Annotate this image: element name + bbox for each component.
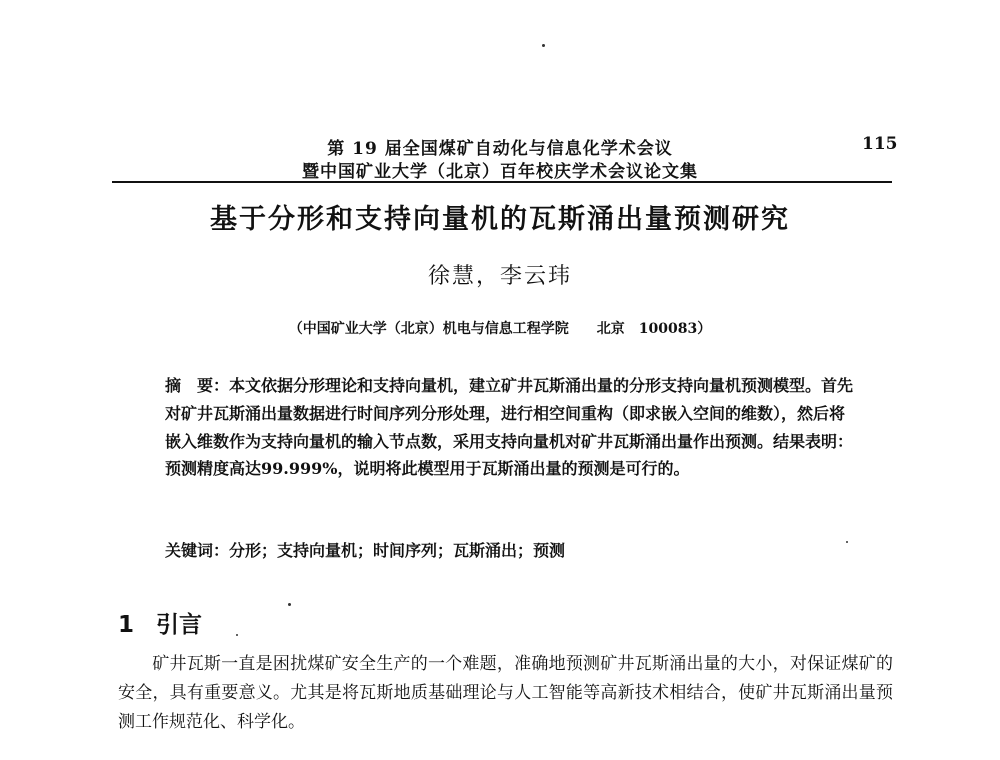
conference-header-line2: 暨中国矿业大学（北京）百年校庆学术会议论文集 (302, 162, 698, 182)
section-heading (118, 606, 202, 639)
scan-speck (846, 541, 848, 543)
abstract-label: 摘 要： (165, 376, 230, 395)
paper-authors: 徐慧，李云玮 (427, 264, 572, 289)
header-rule (112, 181, 892, 183)
section-title: 引言 (156, 612, 203, 638)
body-paragraph-text: 矿井瓦斯一直是困扰煤矿安全生产的一个难题，准确地预测矿井瓦斯涌出量的大小，对保证煤矿的安全，具有重要意义。尤其是将瓦斯地质基础理论与人工智能等高新技术相结合，使矿井瓦斯涌出量预测工作规范化、科学化。 (118, 654, 893, 732)
paper-affiliation: （中国矿业大学（北京）机电与信息工程学院 北京 100083） (288, 321, 712, 337)
keywords-label: 关键词： (165, 541, 230, 560)
keywords-text: 分形；支持向量机；时间序列；瓦斯涌出；预测 (229, 541, 566, 560)
keywords (165, 538, 855, 561)
page-number: 115 (862, 134, 898, 154)
abstract (165, 372, 855, 483)
section-number: 1 (118, 612, 135, 638)
scan-speck (542, 44, 545, 47)
conference-header-line1: 第 19 届全国煤矿自动化与信息化学术会议 (327, 139, 673, 159)
paper-title: 基于分形和支持向量机的瓦斯涌出量预测研究 (210, 204, 790, 235)
scan-speck (236, 634, 238, 636)
scan-speck (288, 603, 291, 606)
abstract-text: 本文依据分形理论和支持向量机，建立矿井瓦斯涌出量的分形支持向量机预测模型。首先对矿井瓦斯涌出量数据进行时间序列分形处理，进行相空间重构（即求嵌入空间的维数），然后将嵌入维数作为支持向量机的输入节点数，采用支持向量机对矿井瓦斯涌出量作出预测。结果表明：预测精度高达99.999%，说明将此模型用于瓦斯涌出量的预测是可行的。 (165, 376, 854, 479)
body-paragraph (118, 650, 893, 737)
